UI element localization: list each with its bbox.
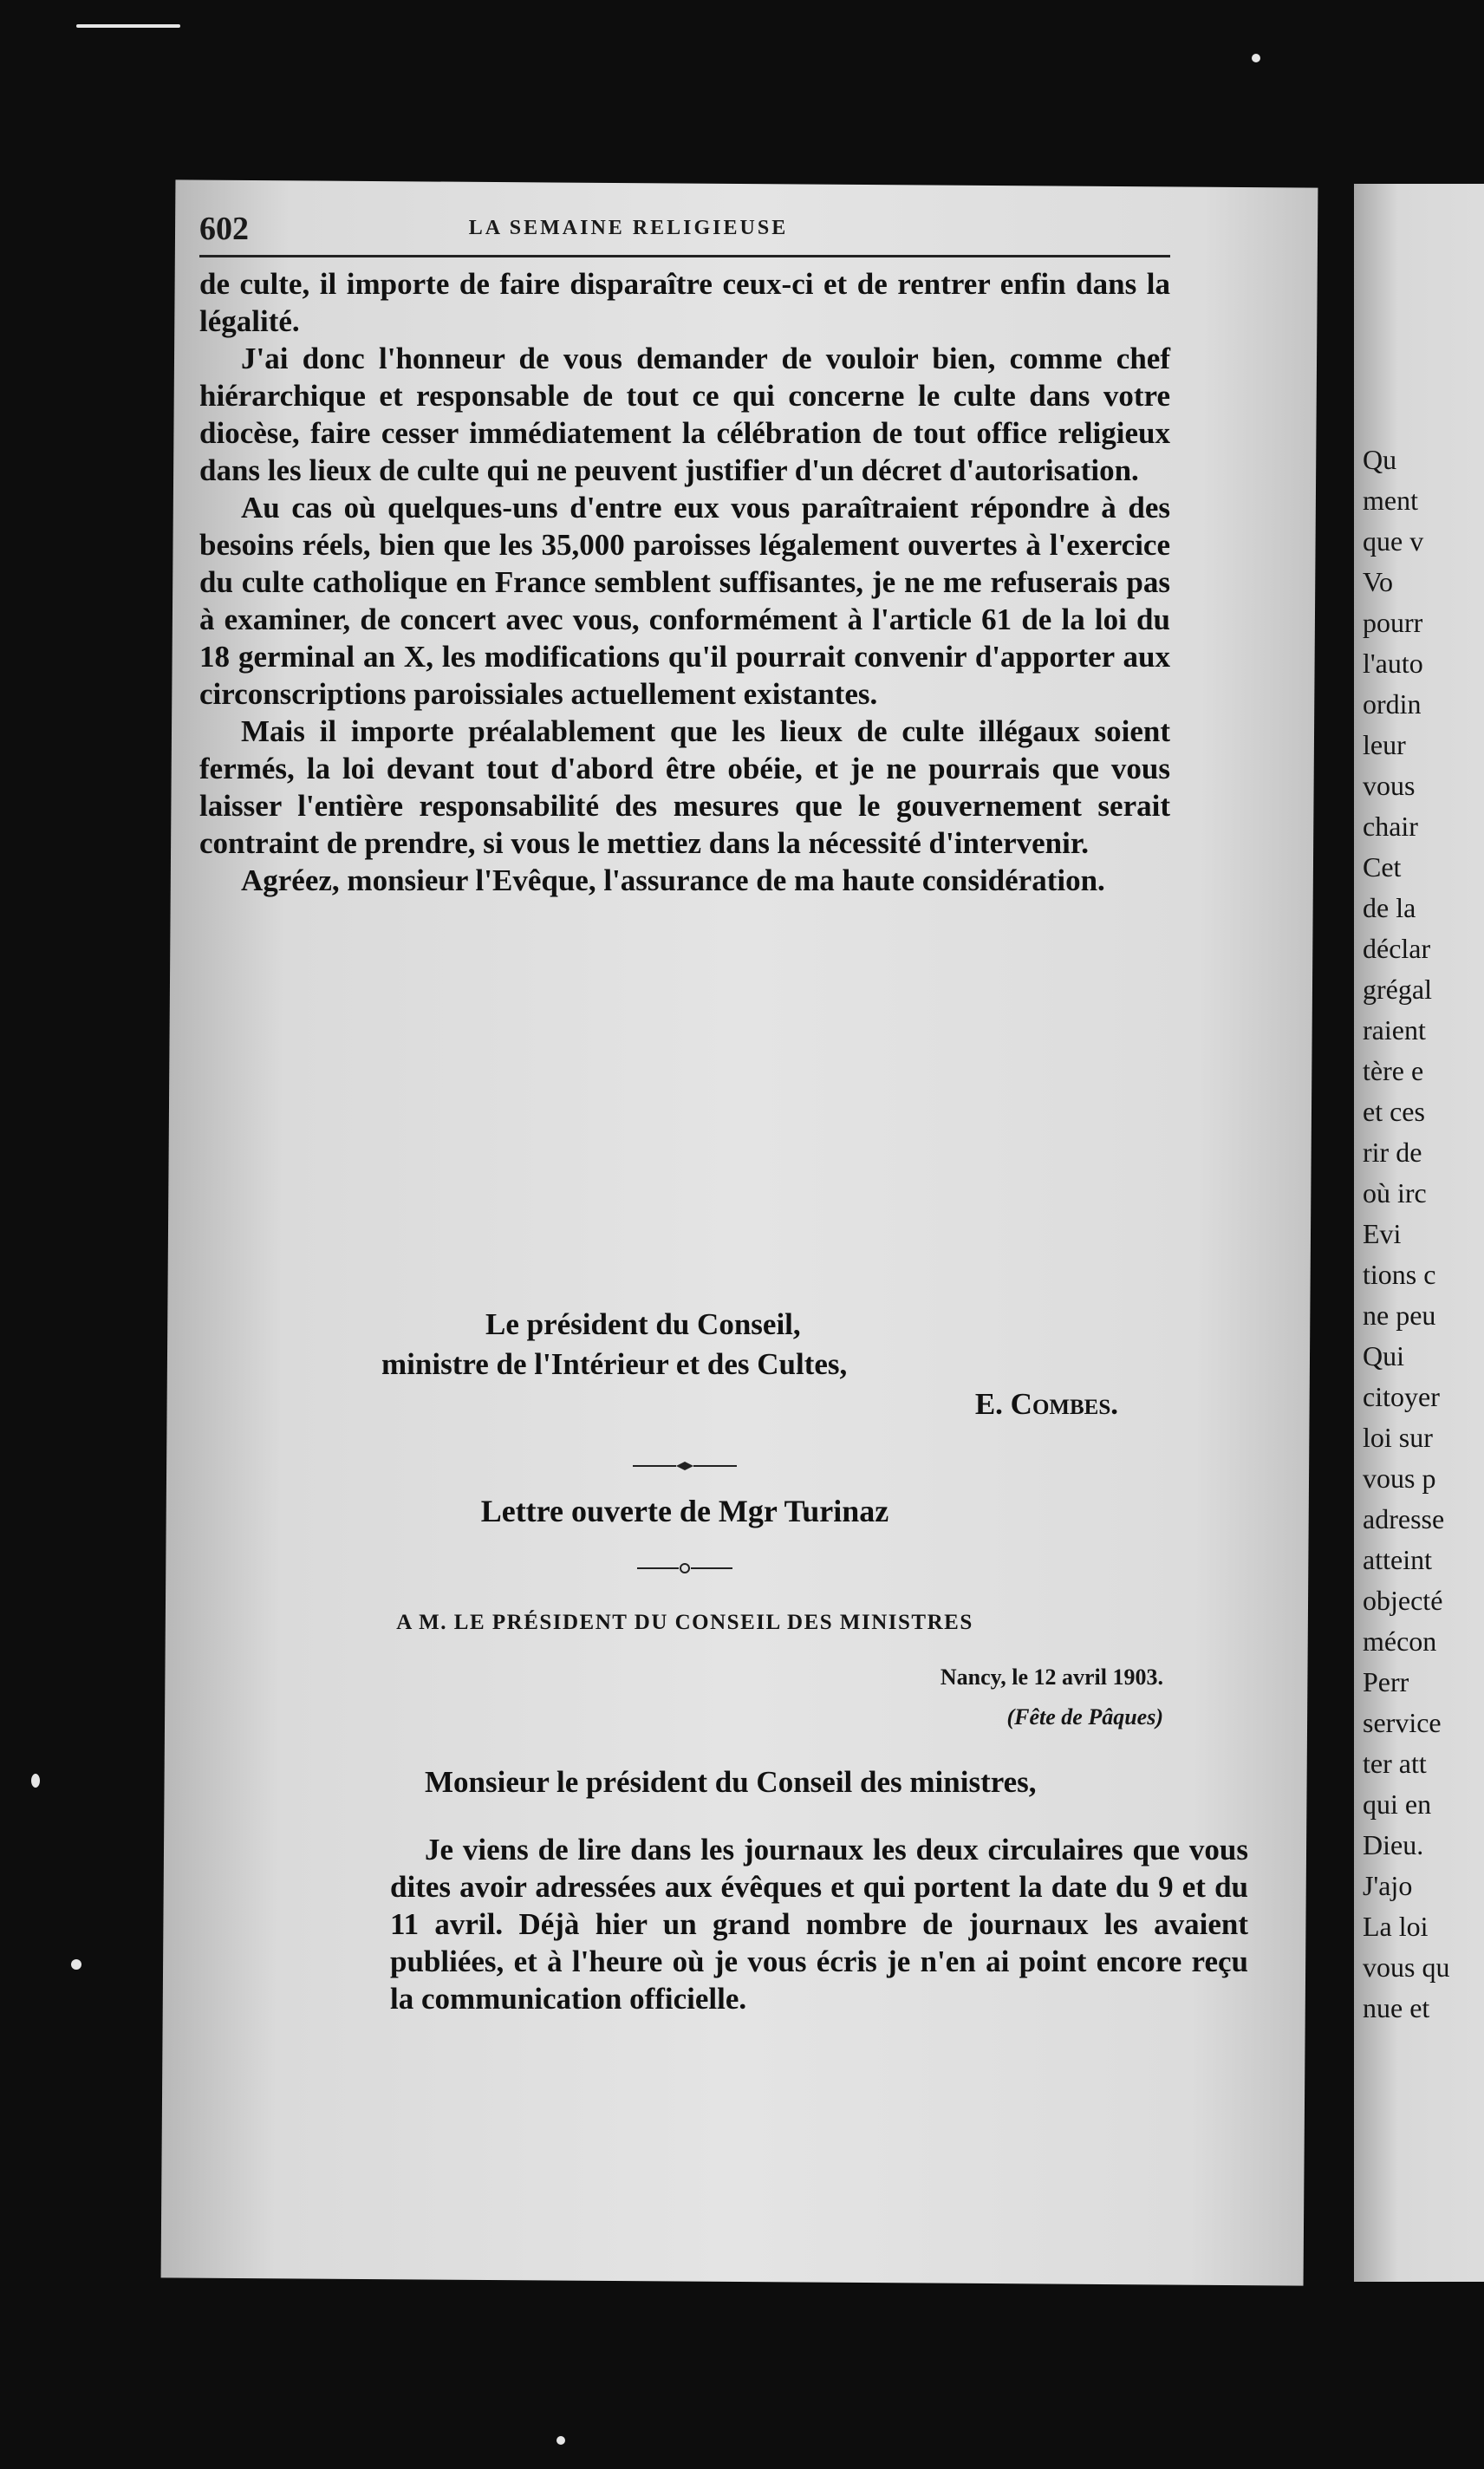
next-page-fragment: Perr [1363, 1666, 1409, 1697]
next-page-fragment: Cet [1363, 851, 1402, 883]
next-page-fragment: où irc [1363, 1177, 1427, 1208]
next-page-fragment: citoyer [1363, 1381, 1440, 1412]
film-scratch [1252, 54, 1260, 62]
page-number: 602 [199, 211, 249, 247]
running-title: LA SEMAINE RELIGIEUSE [468, 217, 789, 239]
letter-occasion: (Fête de Pâques) [1006, 1704, 1163, 1730]
ornament-icon [637, 1562, 732, 1574]
film-scratch [71, 1959, 81, 1970]
circular-body [199, 265, 1170, 899]
film-scratch [31, 1774, 40, 1788]
ornament-icon [633, 1460, 737, 1472]
signature-line: Le président du Conseil, [485, 1307, 801, 1341]
paragraph: de culte, il importe de faire disparaître ceux-ci et de rentrer enfin dans la légalité. [199, 267, 1170, 338]
film-scratch [556, 2436, 565, 2445]
next-page-fragment: ne peu [1363, 1300, 1436, 1331]
next-page-fragment: Evi [1363, 1218, 1402, 1249]
next-page-fragment: déclar [1363, 933, 1431, 964]
next-page-fragment: Qu [1363, 444, 1397, 475]
next-page-fragment: l'auto [1363, 648, 1423, 679]
next-page-fragment: vous p [1363, 1463, 1436, 1494]
letter-title: Lettre ouverte de Mgr Turinaz [480, 1494, 889, 1528]
next-page-fragment: ter att [1363, 1748, 1427, 1779]
next-page-fragment: vous qu [1363, 1951, 1450, 1983]
title-ornament [199, 1555, 1170, 1580]
next-page-fragment: atteint [1363, 1544, 1432, 1575]
next-page-fragment: J'ajo [1363, 1870, 1413, 1901]
next-page-fragment: ordin [1363, 688, 1422, 720]
letter-salutation: Monsieur le président du Conseil des ministres, [425, 1765, 1037, 1799]
next-page-fragment: ment [1363, 485, 1418, 516]
next-page-fragment: raient [1363, 1014, 1426, 1046]
next-page-fragment: loi sur [1363, 1422, 1433, 1453]
next-page-fragment: Vo [1363, 566, 1393, 597]
letter-dateline: Nancy, le 12 avril 1903. [940, 1664, 1163, 1690]
next-page-fragment: chair [1363, 811, 1418, 842]
film-scratch [76, 24, 180, 28]
next-page-fragment: Qui [1363, 1340, 1404, 1371]
paragraph: J'ai donc l'honneur de vous demander de vouloir bien, comme chef hiérarchique et responsable de tout ce qui concerne le culte dans votre diocèse, faire cesser immédiatement la célébration de tout office religieux dans les lieux de culte qui ne peuvent justifier d'un décret d'autorisation. [199, 342, 1170, 487]
next-page-fragment: leur [1363, 729, 1406, 760]
signature-line: ministre de l'Intérieur et des Cultes, [381, 1347, 848, 1381]
next-page-fragment: objecté [1363, 1585, 1443, 1616]
signature-name: E. Combes. [974, 1387, 1118, 1421]
section-ornament [199, 1453, 1170, 1477]
next-page-fragment: rir de [1363, 1137, 1422, 1168]
header-rule [199, 255, 1170, 257]
next-page-fragment: pourr [1363, 607, 1423, 638]
next-page-fragment: et ces [1363, 1096, 1425, 1127]
next-page-fragment: La loi [1363, 1911, 1429, 1942]
letter-body [390, 1831, 1248, 2017]
next-page-fragment: Dieu. [1363, 1829, 1424, 1860]
next-page-fragment: adresse [1363, 1503, 1445, 1534]
next-page-fragment: service [1363, 1707, 1442, 1738]
next-page-fragment: de la [1363, 892, 1416, 923]
next-page-fragment: nue et [1363, 1992, 1430, 2023]
page-header [199, 210, 1058, 253]
paragraph: Mais il importe préalablement que les lieux de culte illégaux soient fermés, la loi devant tout d'abord être obéie, et je ne pourrais que vous laisser l'entière responsabilité des mesures que le gouvernement serait contraint de prendre, si vous le mettiez dans la nécessité d'intervenir. [199, 714, 1170, 860]
next-page-fragment: mécon [1363, 1625, 1437, 1657]
next-page-fragment: que v [1363, 525, 1424, 557]
next-page-fragment: qui en [1363, 1788, 1432, 1820]
next-page-fragment: tions c [1363, 1259, 1436, 1290]
next-page-fragment: tère e [1363, 1055, 1424, 1086]
paragraph: Au cas où quelques-uns d'entre eux vous paraîtraient répondre à des besoins réels, bien que les 35,000 paroisses légalement ouvertes à l'exercice du culte catholique en France semblent suffisantes, je ne me refuserais pas à examiner, de concert avec vous, conformément à l'article 61 de la loi du 18 germinal an X, les modifications qu'il pourrait convenir d'apporter aux circonscriptions paroissiales actuellement existantes. [199, 491, 1170, 711]
paragraph: Agréez, monsieur l'Evêque, l'assurance de ma haute considération. [241, 863, 1105, 897]
adjacent-page-edge [1354, 184, 1484, 2282]
next-page-fragment: vous [1363, 770, 1416, 801]
next-page-fragment: grégal [1363, 974, 1432, 1005]
paragraph: Je viens de lire dans les journaux les deux circulaires que vous dites avoir adressées aux évêques et qui portent la date du 9 et du 11 avril. Déjà hier un grand nombre de journaux les avaient publiées, et à l'heure où je vous écris je n'en ai point encore reçu la communication officielle. [390, 1833, 1248, 2016]
letter-addressee: A M. LE PRÉSIDENT DU CONSEIL DES MINISTRES [396, 1611, 973, 1634]
